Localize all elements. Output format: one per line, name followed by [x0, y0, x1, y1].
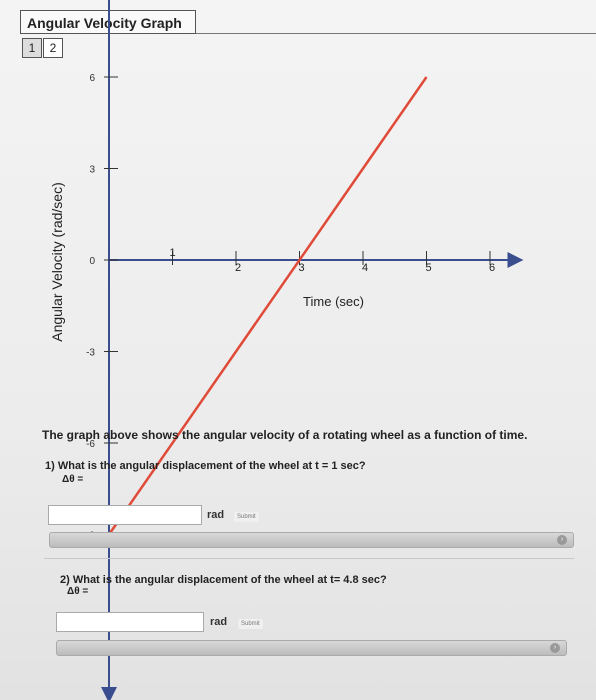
y-tick-label: 0: [89, 256, 95, 267]
y-tick-label: 3: [89, 164, 95, 176]
question-2-label: 2) What is the angular displacement of the wheel at t= 4.8 sec?: [60, 574, 387, 586]
tab-1[interactable]: 1: [22, 38, 42, 58]
circle-arrow-icon[interactable]: ›: [550, 643, 560, 653]
question-1-submit-button[interactable]: Submit: [234, 512, 259, 522]
question-1-feedback-bar[interactable]: [49, 532, 574, 548]
question-1-label: 1) What is the angular displacement of the wheel at t = 1 sec?: [45, 460, 366, 472]
x-tick-label: 3: [298, 262, 305, 274]
x-tick-label: 6: [488, 262, 496, 274]
question-1-unit: rad: [207, 509, 225, 521]
x-tick-label: 1: [169, 247, 176, 259]
x-tick-label: 4: [361, 262, 369, 274]
question-2-feedback-bar[interactable]: [56, 640, 567, 656]
page-title: Angular Velocity Graph: [20, 10, 196, 34]
y-axis-label: Angular Velocity (rad/sec): [49, 182, 65, 342]
tab-bar: [22, 38, 64, 58]
title-divider: [196, 33, 596, 34]
y-tick-label: -3: [86, 347, 95, 359]
question-2-unit: rad: [210, 616, 228, 628]
y-tick-label: 6: [89, 73, 95, 84]
problem-description: The graph above shows the angular velocity of a rotating wheel as a function of time.: [42, 428, 528, 442]
question-2-submit-button[interactable]: Submit: [238, 619, 263, 629]
question-2-answer-input[interactable]: [56, 612, 204, 632]
x-tick-label: 5: [425, 262, 432, 274]
section-divider: [44, 558, 574, 559]
question-1-delta-label: Δθ =: [62, 474, 84, 485]
x-tick-label: 2: [234, 262, 242, 274]
question-2-delta-label: Δθ =: [67, 586, 89, 597]
question-1-answer-input[interactable]: [48, 505, 202, 525]
circle-arrow-icon[interactable]: ›: [557, 535, 567, 545]
y-tick-label: -6: [86, 439, 95, 450]
tab-2[interactable]: 2: [43, 38, 63, 58]
x-axis-label: Time (sec): [303, 294, 364, 309]
